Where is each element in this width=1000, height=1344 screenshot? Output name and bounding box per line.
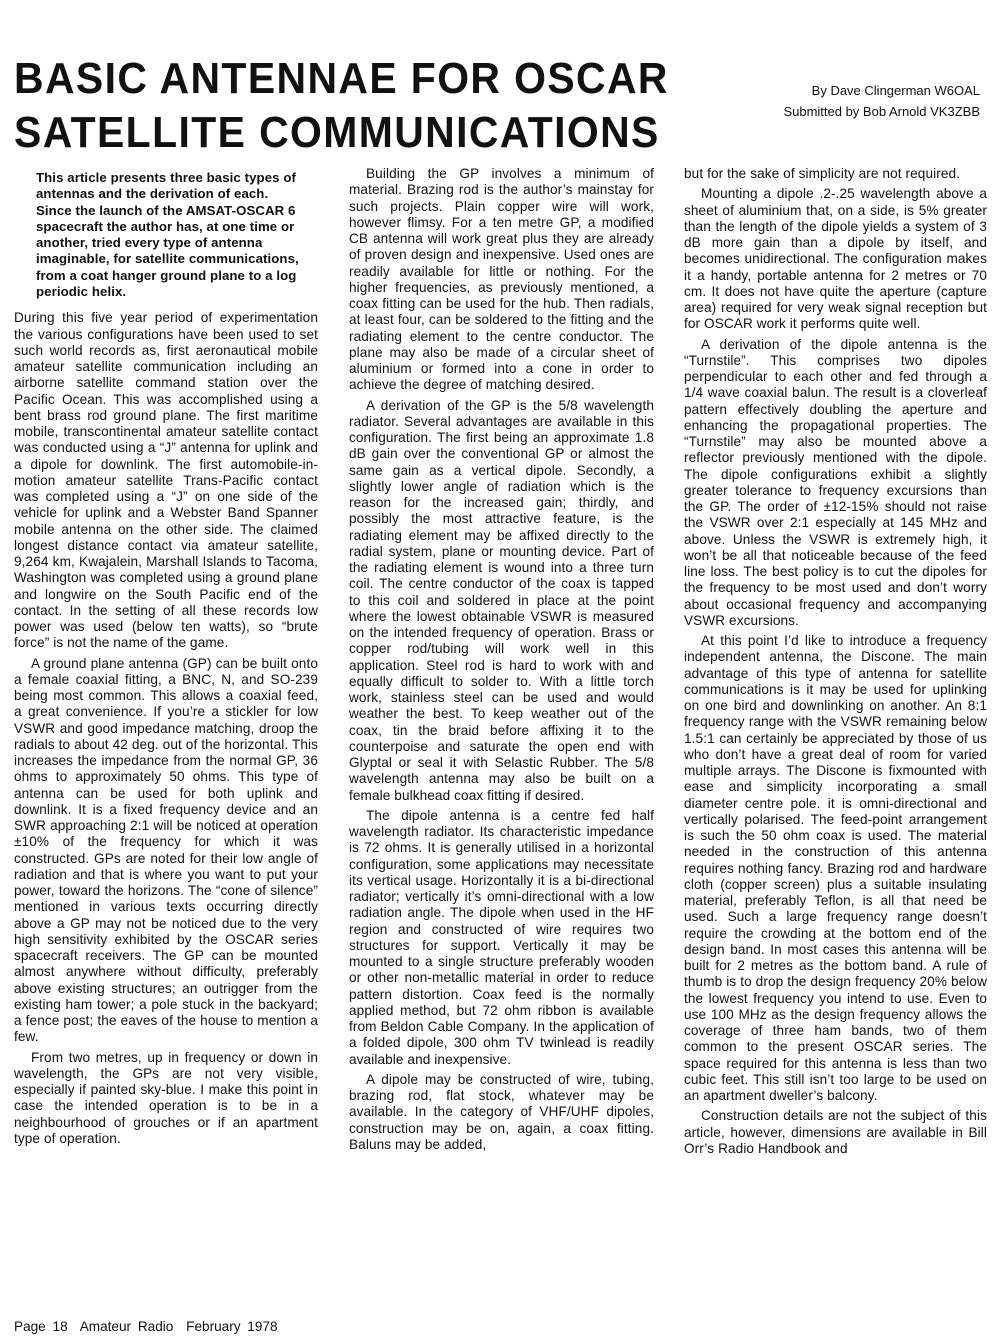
column-2 xyxy=(349,166,654,1157)
paragraph: The dipole antenna is a centre fed half wavelength radiator. Its characteristic impedance is 72 ohms. It is generally utilised in a horizontal configuration, some applications may necessitate its vertical usage. Horizontally it is a bi-directional radiator; vertically it’s omni-directional with a low radiation angle. The dipole when used in the HF region and constructed of wire requires two structures for support. Vertically it may be mounted to a single structure preferably wooden or other non-metallic material in order to reduce pattern distortion. Coax feed is the normally applied method, but 72 ohm ribbon is available from Beldon Cable Company. In the application of a folded dipole, 300 ohm TV twinlead is readily available and inexpensive. xyxy=(349,807,654,1067)
title-line-1: BASIC ANTENNAE FOR OSCAR xyxy=(14,54,669,103)
paragraph: During this five year period of experimentation the various configurations have been used to set such world records as, first aeronautical mobile amateur satellite communication including an airborne satellite command station over the Pacific Ocean. This was accomplished using a bent brass rod ground plane. The first maritime mobile, transcontinental amateur satellite contact was conducted using a “J” antenna for uplink and a dipole for downlink. The first automobile-in-motion amateur satellite Trans-Pacific contact was completed using a “J” on one side of the vehicle for uplink and a Webster Band Spanner mobile antenna on the other side. The claimed longest distance contact via amateur satellite, 9,264 km, Kwajalein, Marshall Islands to Tacoma, Washington was completed using a ground plane and longwire on the South Pacific end of the contact. In the setting of all these records low power was used (below ten watts), so “brute force” is not the name of the game. xyxy=(14,310,318,651)
page-footer xyxy=(14,1319,284,1334)
paragraph: A derivation of the GP is the 5/8 wavelength radiator. Several advantages are available in this configuration. The first being an approximate 1.8 dB gain over the conventional GP or almost the same gain as a vertical dipole. Secondly, a slightly lower angle of radiation which is the reason for the increased gain; thirdly, and possibly the most attractive feature, is the radiating element may be affixed directly to the radial system, plane or mounting device. Part of the radiating element is wound into a three turn coil. The centre conductor of the coax is tapped to this coil and soldered in place at the point where the lowest obtainable VSWR is measured on the intended frequency of operation. Brass or copper rod/tubing will work well in this application. Steel rod is hard to work with and equally difficult to solder to. With a little torch work, stainless steel can be used and would weather the best. To keep weather out of the coax, tin the braid before affixing it to the counterpoise and saturate the open end with Glyptal or seal it with Selastic Rubber. The 5/8 wavelength antenna may also be built on a female bulkhead coax fitting if desired. xyxy=(349,397,654,803)
paragraph: A dipole may be constructed of wire, tubing, brazing rod, flat stock, whatever may be available. In the category of VHF/UHF dipoles, construction may be on, again, a coax fitting. Baluns may be added, xyxy=(349,1071,654,1152)
paragraph: A ground plane antenna (GP) can be built onto a female coaxial fitting, a BNC, N, and SO-239 being most common. This allows a coaxial feed, a great convenience. If you’re a stickler for low VSWR and good impedance matching, droop the radials to about 42 deg. out of the horizontal. This increases the impedance from the normal GP, 36 ohms to approximately 50 ohms. This type of antenna can be used for both uplink and downlink. It is a fixed frequency device and an SWR approaching 2:1 will be noticed at operation ±10% of the frequency for which it was constructed. GPs are noted for their low angle of radiation and that is where you want to put your power, toward the horizons. The “cone of silence” mentioned in various texts occurring directly above a GP may not be noticed due to the very high sensitivity exhibited by the OSCAR series spacecraft receivers. The GP can be mounted almost anywhere without difficulty, preferably above existing structures; an outrigger from the existing ham tower; a pole stuck in the backyard; a fence post; the eaves of the house to mention a few. xyxy=(14,655,318,1045)
paragraph: From two metres, up in frequency or down in wavelength, the GPs are not very visible, especially if painted sky-blue. I make this point in case the intended operation is to be in a neighbourhood of grouches or if an apartment type of operation. xyxy=(14,1049,318,1146)
publication-name: Amateur Radio xyxy=(79,1319,174,1334)
paragraph: Construction details are not the subject of this article, however, dimensions are available in Bill Orr’s Radio Handbook and xyxy=(684,1108,987,1156)
title-line-2: SATELLITE COMMUNICATIONS xyxy=(14,108,660,157)
column-3 xyxy=(684,166,987,1161)
byline xyxy=(680,80,980,122)
paragraph: Mounting a dipole .2-.25 wavelength above a sheet of aluminium that, on a side, is 5% greater than the length of the dipole yields a system of 3 dB more gain than a dipole by itself, and becomes unidirectional. The configuration makes it a handy, portable antenna for 2 metres or 70 cm. It does not have quite the aperture (capture area) required for very weak signal reception but for OSCAR work it performs quite well. xyxy=(684,186,987,332)
page-number: Page 18 xyxy=(14,1319,68,1334)
column-1 xyxy=(14,166,318,1151)
paragraph: A derivation of the dipole antenna is the “Turnstile”. This comprises two dipoles perpendicular to each other and fed through a 1/4 wave coaxial balun. The result is a cloverleaf pattern effectively doubling the aperture and enhancing the propagational properties. The “Turnstile” may also be mounted above a reflector previously mentioned with the dipole. The dipole configurations exhibit a slightly greater tolerance to frequency excursions than the GP. The order of ±12-15% should not raise the VSWR over 2:1 especially at 145 MHz and above. Unless the VSWR is extremely high, it won’t be all that noticeable because of the feed line loss. The best policy is to cut the dipoles for the frequency to be most used and don’t worry about occasional frequency and accompanying VSWR excursions. xyxy=(684,336,987,628)
paragraph: Building the GP involves a minimum of material. Brazing rod is the author’s mainstay for such projects. Plain copper wire will work, however flimsy. For a ten metre GP, a modified CB antenna will work great plus they are already of proven design and inexpensive. Used ones are readily available for little or nothing. For the higher frequencies, as previously mentioned, a coax fitting can be used for the hub. Then radials, at least four, can be soldered to the fitting and the radiating element to the centre conductor. The plane may also be made of a circular sheet of aluminium or formed into a cone in order to achieve the degree of matching desired. xyxy=(349,166,654,393)
paragraph: but for the sake of simplicity are not required. xyxy=(684,166,961,181)
issue-date: February 1978 xyxy=(186,1319,278,1334)
article-title xyxy=(14,52,669,160)
author-credit: By Dave Clingerman W6OAL xyxy=(811,83,980,98)
article-intro: This article presents three basic types of antennas and the derivation of each. Since the launch of the AMSAT-OSCAR 6 spacecraft the author has, at one time or another, tried every type of antenna imaginable, for satellite communications, from a coat hanger ground plane to a log periodic helix. xyxy=(36,170,299,300)
submitter-credit: Submitted by Bob Arnold VK3ZBB xyxy=(783,104,980,119)
paragraph: At this point I’d like to introduce a frequency independent antenna, the Discone. The main advantage of this type of antenna for satellite communications is it may be used for uplinking on one bird and downlinking on another. An 8:1 frequency range with the VSWR remaining below 1.5:1 can certainly be appreciated by those of us who don’t have a great deal of room for varied multiple arrays. The Discone is fixmounted with ease and simplicity incorporating a small diameter centre pole. it is omni-directional and vertically polarised. The feed-point arrangement is such the 50 ohm coax is used. The material needed in the construction of this antenna requires nothing fancy. Brazing rod and hardware cloth (copper screen) plus a suitable insulating material, preferably Teflon, is all that need be used. Such a large frequency range doesn’t require the crowding at the bottom end of the design band. In most cases this antenna will be built for 2 metres as the bottom band. A rule of thumb is to drop the design frequency 20% below the lowest frequency you intend to use. Even to use 100 MHz as the design frequency allows the coverage of three ham bands, two of them common to the present OSCAR series. The space required for this antenna is less than two cubic feet. This still isn’t too large to be used on an apartment dweller’s balcony. xyxy=(684,633,987,1103)
